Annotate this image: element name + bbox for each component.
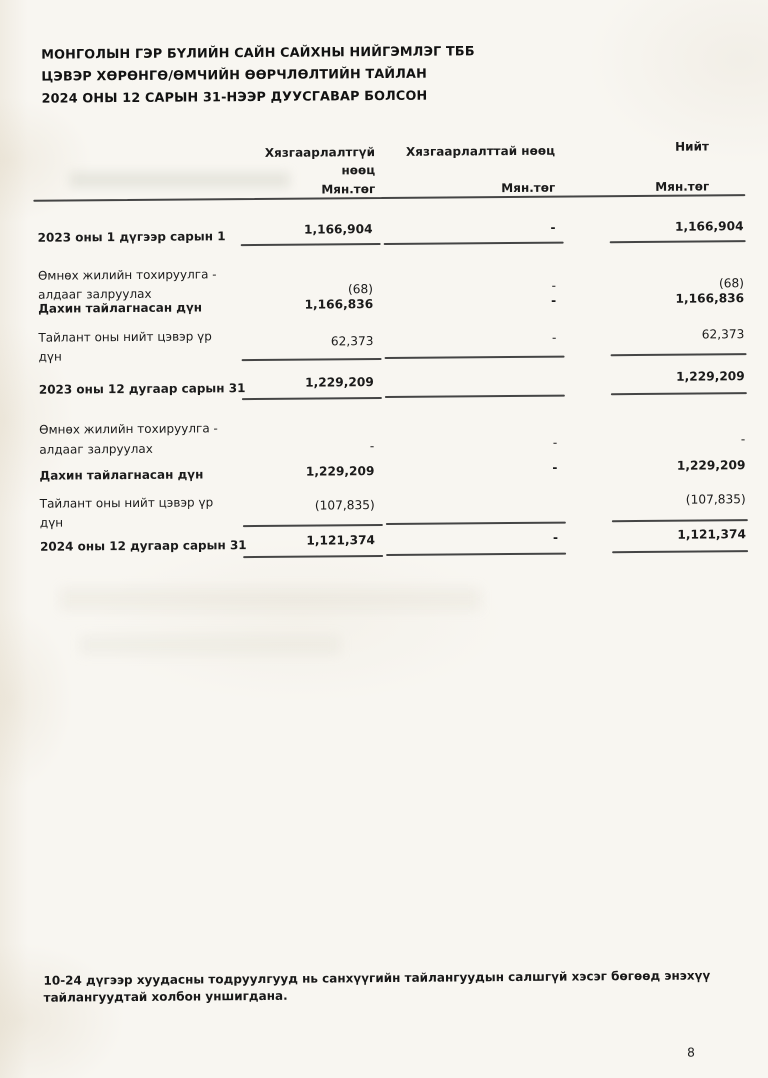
cell-total: 1,121,374 [677, 527, 747, 542]
cell-total: 1,229,209 [676, 458, 746, 473]
footnote [43, 967, 713, 1006]
cell-unrestricted: - [369, 439, 375, 454]
cell-total: 62,373 [701, 327, 745, 342]
table-rule [611, 392, 747, 395]
row-label-line2: дүн [39, 515, 64, 530]
row-label: Тайлант оны нийт цэвэр үр [39, 495, 214, 511]
table-rule [243, 555, 383, 558]
table-rule [242, 358, 382, 361]
cell-unrestricted: 1,229,209 [305, 375, 374, 390]
column-header-line: нөөц [341, 163, 376, 178]
cell-unrestricted: (107,835) [314, 498, 375, 513]
table-rule [243, 524, 383, 527]
row-label-line2: алдааг залруулах [38, 286, 152, 302]
cell-restricted: - [550, 220, 556, 235]
cell-restricted: - [551, 330, 557, 345]
cell-unrestricted: 1,166,836 [304, 297, 374, 312]
column-header-line: Хязгаарлалтгүй [264, 145, 376, 160]
report-title: ЦЭВЭР ХӨРӨНГӨ/ӨМЧИЙН ӨӨРЧЛӨЛТИЙН ТАЙЛАН [41, 66, 427, 85]
column-header-total: Нийт [675, 139, 709, 154]
column-unit-total: Мян.төг [655, 179, 710, 194]
cell-unrestricted: (68) [347, 282, 374, 297]
table-rule [612, 519, 748, 522]
table-rule [385, 356, 565, 359]
cell-unrestricted: 62,373 [330, 334, 374, 349]
cell-restricted: - [552, 530, 559, 545]
table-rule [611, 353, 747, 356]
row-label: 2023 оны 1 дүгээр сарын 1 [37, 229, 226, 245]
row-label: 2024 оны 12 дугаар сарын 31 [39, 538, 247, 554]
row-label-line2: дүн [38, 349, 62, 364]
table-rule [610, 240, 746, 243]
row-label: Тайлант оны нийт цэвэр үр [38, 329, 212, 345]
row-label: Өмнөх жилийн тохируулга - [39, 421, 218, 437]
table-rule [242, 397, 382, 400]
cell-restricted [387, 372, 557, 373]
footnote-line: 10-24 дүгээр хуудасны тодруулгууд нь санхүүгийн тайлангуудын салшгүй хэсэг бөгөөд энэхүү [43, 968, 711, 988]
column-unit-unrestricted: Мян.төг [321, 182, 376, 197]
row-label-line2: алдааг залруулах [39, 441, 153, 457]
cell-restricted: - [551, 293, 557, 308]
row-label: Дахин тайлагнасан дүн [38, 300, 203, 316]
cell-unrestricted: 1,229,209 [305, 464, 375, 479]
row-label: Өмнөх жилийн тохируулга - [37, 267, 217, 283]
cell-total: (107,835) [685, 492, 746, 507]
row-label: Дахин тайлагнасан дүн [39, 467, 204, 483]
cell-restricted [388, 494, 558, 495]
report-header [41, 41, 475, 110]
table-rule [385, 395, 565, 398]
footnote-line: тайлангуудтай холбон уншигдана. [43, 988, 288, 1005]
cell-unrestricted: 1,166,904 [303, 222, 373, 237]
page-number: 8 [687, 1045, 696, 1060]
row-label: 2023 оны 12 дугаар сарын 31 [38, 381, 246, 397]
cell-total: 1,166,836 [675, 291, 745, 306]
column-header-unrestricted [263, 143, 375, 180]
cell-restricted: - [551, 278, 557, 293]
report-period: 2024 ОНЫ 12 САРЫН 31-НЭЭР ДУУСГАВАР БОЛСОН [41, 88, 428, 107]
cell-total: 1,166,904 [674, 219, 744, 234]
cell-unrestricted: 1,121,374 [306, 533, 376, 548]
table-rule [384, 242, 564, 245]
cell-restricted: - [552, 435, 558, 450]
cell-total: (68) [718, 276, 745, 291]
org-name: МОНГОЛЫН ГЭР БҮЛИЙН САЙН САЙХНЫ НИЙГЭМЛЭГ ТББ [41, 44, 475, 63]
table-rule [612, 550, 748, 553]
cell-total: 1,229,209 [676, 369, 745, 384]
cell-restricted: - [552, 460, 558, 475]
table-header-rule [33, 194, 745, 202]
table-rule [241, 243, 381, 246]
table-rule [386, 522, 566, 525]
cell-total: - [740, 432, 746, 447]
table-rule [386, 553, 566, 556]
column-header-restricted: Хязгаарлалттай нөөц [405, 143, 556, 159]
column-unit-restricted: Мян.төг [501, 180, 556, 196]
